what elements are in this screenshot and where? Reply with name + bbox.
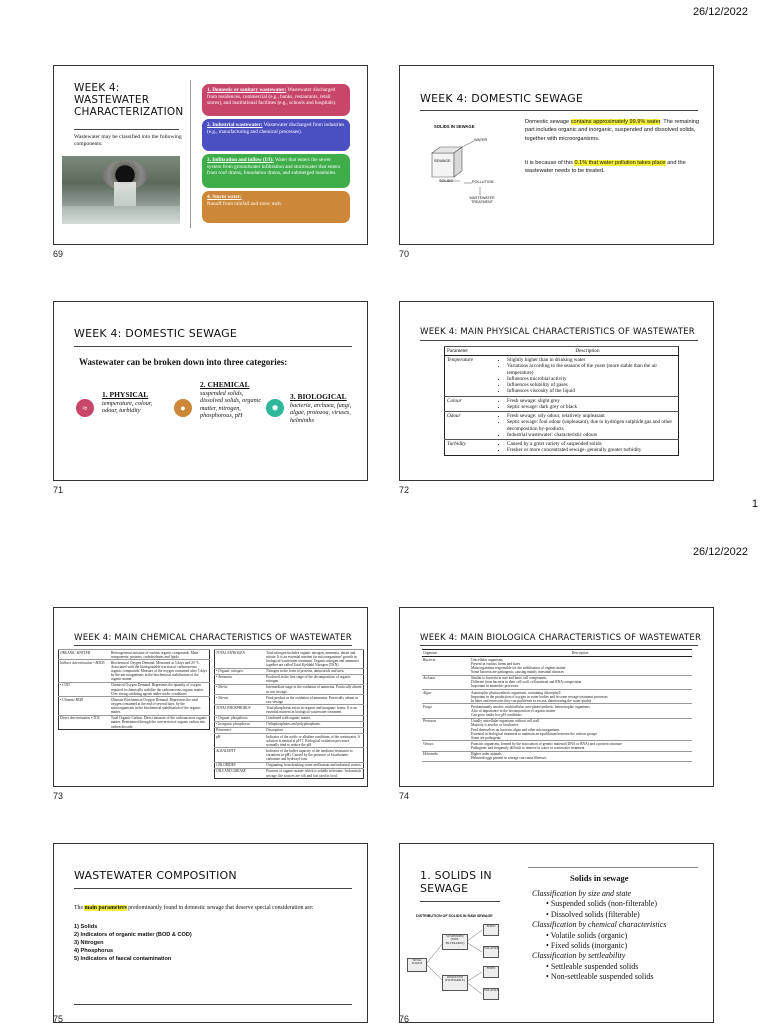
parameter-cell: Direct determination • TOC <box>59 715 110 729</box>
slide-75 <box>53 843 368 1023</box>
slide-73 <box>53 607 368 787</box>
text: and the wastewater needs to be treated. <box>525 160 686 175</box>
node-volatile: VOLATILE <box>483 946 499 958</box>
description-item: • Fresh sewage: slight grey <box>507 398 676 404</box>
bullet-icon: • <box>546 961 551 971</box>
table-header-row <box>422 650 692 657</box>
description-cell <box>468 751 692 761</box>
node-total-solids: TOTAL SOLIDS <box>407 958 427 972</box>
slide-number: 70 <box>399 249 410 259</box>
parameter-cell: Parameter <box>215 727 266 733</box>
box-heading: 2. Industrial wastewater: <box>207 122 263 128</box>
description-item: Usually unicellular organisms without cell wall <box>471 719 540 724</box>
list-item <box>532 962 710 972</box>
category-chemical: 2. CHEMICAL <box>200 380 250 389</box>
parameter-cell: • Ultimate BOD <box>59 697 110 716</box>
bullet-icon: • <box>546 899 551 909</box>
parameter-cell: ALKALINITY <box>215 748 266 762</box>
description-cell <box>497 396 679 411</box>
description-cell: Chemical Oxygen Demand. Represents the quantity of oxygen required to chemically stabilise the carbonaceous organic matter. Uses strong oxidising agents under acidic conditions. <box>110 682 210 696</box>
description-list <box>499 441 676 453</box>
description-item: Unicellular organisms <box>471 657 503 662</box>
description-cell <box>468 718 692 741</box>
description-cell <box>468 741 692 751</box>
list-item-text: Suspended solids (non-filterable) <box>550 899 658 909</box>
slide-title: WEEK 4: MAIN PHYSICAL CHARACTERISTICS OF WASTEWATER <box>420 327 695 337</box>
description-item: Present in various forms and sizes <box>471 661 521 666</box>
description-item: • Fresher or more concentrated sewage: generally greater turbidity <box>507 447 676 453</box>
list-item <box>532 941 710 951</box>
description-cell: Ultimate Biochemical Oxygen Demand. Represents the total oxygen consumed at the end of several days, by the microorganisms in the biochemical stabilisation of the organic matter. <box>110 697 210 716</box>
table-row <box>445 412 679 440</box>
bullet-icon: • <box>546 940 551 950</box>
organism-cell: Archaea <box>422 675 468 689</box>
table-row <box>422 675 692 689</box>
description-cell: Description <box>265 727 363 733</box>
category-biological: 3. BIOLOGICAL <box>290 392 347 401</box>
box-text: Water that enters the sewer system from groundwater infiltration and stormwater that enters from roof drains, foundation drains, and submerged manholes. <box>207 157 340 176</box>
bullet-icon: • <box>546 909 551 919</box>
parameter-cell: • Ammonia <box>215 674 266 684</box>
divider <box>190 80 191 228</box>
description-cell <box>497 412 679 440</box>
intro-text: Wastewater may be classified into the following components: <box>74 134 182 148</box>
description-item: • Septic sewage: dark grey or black <box>507 404 676 410</box>
panel-title: Solids in sewage <box>570 873 629 883</box>
title-line: 1. SOLIDS IN <box>420 869 492 882</box>
table-row <box>215 734 364 748</box>
table-row <box>215 650 364 669</box>
description-item: Majority is aerobic or facultative <box>471 723 519 728</box>
slide-title: WEEK 4: DOMESTIC SEWAGE <box>74 327 237 340</box>
box-heading: 1. Domestic or sanitary wastewater: <box>207 87 287 93</box>
slide-76 <box>399 843 714 1023</box>
slide-number: 71 <box>53 485 64 495</box>
description-cell: Nitrogen in the form of proteins, aminoacids and urea. <box>265 668 363 674</box>
parameter-cell: Odour <box>445 412 498 440</box>
label-treatment: WASTEWATER TREATMENT <box>469 196 495 204</box>
title-rule <box>74 129 179 130</box>
paragraph-water-content <box>525 118 701 143</box>
description-item: Essential in biological treatment to maintain an equilibrium between the various groups <box>471 731 597 736</box>
parameter-cell: • COD <box>59 682 110 696</box>
description-item: Different from bacteria in their cell wall, cell material and RNA composition <box>471 680 582 685</box>
description-item: • Septic sewage: foul odour (unpleasant), due to hydrogen sulphide gas and other decomposition by-products <box>507 419 676 431</box>
parameter-cell: pH <box>215 734 266 748</box>
table-row <box>215 748 364 762</box>
description-cell: Fraction of organic matter which is soluble in hexane. In domestic sewage, the sources are oils and fats used in food. <box>265 768 363 778</box>
highlighted-text: main parameters <box>84 905 127 911</box>
slide-69 <box>53 65 368 245</box>
text: . The remaining part includes organic and inorganic, suspended and dissolved solids, together with microorganisms. <box>525 119 700 142</box>
slide-title: WEEK 4: MAIN BIOLOGICA CHARACTERISTICS OF WASTEWATER <box>420 633 702 643</box>
lead-text: Wastewater can be broken down into three categories: <box>79 357 288 367</box>
description-item: • Fresh sewage: oily odour, relatively unpleasant <box>507 413 676 419</box>
title-rule <box>420 340 698 341</box>
description-list <box>499 357 676 394</box>
column-header-description: Description <box>497 347 679 356</box>
description-item: Similar to bacteria in size and basic cell components <box>471 676 547 681</box>
description-item: Predominantly aerobic, multicellular, non-photosynthetic, heterotrophic organisms <box>471 704 590 709</box>
description-list <box>499 398 676 410</box>
parameter-list <box>74 923 192 964</box>
slide-number: 75 <box>53 1014 64 1024</box>
description-item: Also of importance in the decomposition of organic matter <box>471 709 556 713</box>
description-cell <box>468 657 692 676</box>
list-item-text: Non-settleable suspended solids <box>550 972 654 982</box>
parameter-cell: TOTAL NITROGEN <box>215 650 266 669</box>
table-row <box>422 718 692 741</box>
table-row <box>445 356 679 396</box>
description-cell: Heterogeneous mixture of various organic compounds. Main components: proteins, carbohydrates and lipids. <box>110 650 210 660</box>
title-line: SEWAGE <box>420 882 469 896</box>
slide-title <box>74 82 183 118</box>
bullet-icon: • <box>546 972 551 982</box>
node-fixed: FIXED <box>483 924 499 936</box>
description-item: • Influences microbial activity <box>507 376 676 382</box>
page-date-second: 26/12/2022 <box>692 546 748 558</box>
description-cell: Combined with organic matter. <box>265 715 363 721</box>
title-rule <box>74 888 352 889</box>
description-item: Higher order animals <box>471 752 502 757</box>
description-item: Can grow under low pH conditions <box>471 713 522 718</box>
table-body <box>422 657 692 762</box>
description-item: • Influences solubility of gases <box>507 382 676 388</box>
parameter-cell: ORGANIC MATTER <box>59 650 110 660</box>
list-item-text: Fixed solids (inorganic) <box>550 940 628 950</box>
description-cell: Produced in the first stage of the decomposition of organic nitrogen. <box>265 674 363 684</box>
category-biological-items: bacteria, archaea, fungi, algae, protozoa, viruses, helminths <box>290 402 352 424</box>
parameter-cell: TOTAL PHOSPHORUS <box>215 705 266 715</box>
component-box-industrial <box>202 119 350 151</box>
parameter-cell: Colour <box>445 396 498 411</box>
bottom-rule <box>74 1004 352 1005</box>
parameter-cell: Indirect determination • BOD5 <box>59 660 110 683</box>
page-date-top: 26/12/2022 <box>692 6 748 18</box>
title-line: WEEK 4: <box>74 82 120 94</box>
description-cell: Total phosphorus exists in organic and inorganic forms. It is an essential nutrient in biological wastewater treatment. <box>265 705 363 715</box>
classification-heading: Classification by size and state <box>532 889 632 898</box>
box-heading: 3. Infiltration and inflow (I/I): <box>207 157 274 163</box>
column-header-description: Description <box>468 650 692 657</box>
organic-matter-table <box>58 649 210 730</box>
paragraph-pollution <box>525 159 701 176</box>
table-row <box>59 682 210 696</box>
diagram-title: SOLIDS IN SEWAGE <box>434 124 475 129</box>
organism-cell: Bacteria <box>422 657 468 676</box>
text: The <box>74 905 85 911</box>
parameter-cell: • Organic nitrogen <box>215 668 266 674</box>
description-cell: Originating from drinking water and human and industrial wastes. <box>265 762 363 768</box>
parameter-cell: OILS AND GREASE <box>215 768 266 778</box>
description-item: Feed themselves on bacteria, algae and other microorganisms <box>471 727 560 732</box>
slide-title: WEEK 4: DOMESTIC SEWAGE <box>420 92 583 105</box>
lead-text <box>74 905 364 911</box>
description-item: Important in anaerobic processes <box>471 684 519 689</box>
text: Domestic sewage <box>525 119 571 125</box>
title-rule <box>420 645 698 646</box>
node-fixed: FIXED <box>483 966 499 978</box>
bullet-icon: • <box>546 930 551 940</box>
highlighted-text: 0.1% that water pollution takes place <box>574 160 666 166</box>
slide-71 <box>53 301 368 481</box>
description-list <box>499 413 676 438</box>
title-line: WASTEWATER <box>74 94 150 107</box>
category-chemical-items: suspended solids, dissolved solids, organic matter, nitrogen, phosphorous, pH <box>200 390 262 420</box>
title-rule <box>420 901 500 902</box>
table-row <box>215 684 364 694</box>
list-item <box>532 972 710 982</box>
node-suspended: SUSPENDED (NON-FILTERABLE) <box>442 934 468 950</box>
description-item: Some are pathogenic <box>471 735 502 740</box>
table-row <box>215 695 364 705</box>
column-header-organism: Organism <box>422 650 468 657</box>
diagram-title: DISTRIBUTION OF SOLIDS IN RAW SEWAGE <box>416 914 493 918</box>
physical-characteristics-table <box>444 346 679 456</box>
slide-number: 74 <box>399 791 410 801</box>
title-rule <box>74 346 352 347</box>
description-item: Pathogenic and frequently difficult to remove in water or wastewater treatment <box>471 746 585 750</box>
parameter-cell: Turbidity <box>445 440 498 455</box>
classification-heading: Classification by chemical characteristics <box>532 920 667 930</box>
list-item: 2) Indicators of organic matter (BOD & COD) <box>74 932 192 939</box>
node-volatile: VOLATILE <box>483 988 499 1000</box>
parameter-cell: • Nitrite <box>215 684 266 694</box>
description-item: Some bacteria are pathogenic, causing mainly intestinal diseases <box>471 670 564 674</box>
slide-number: 72 <box>399 485 410 495</box>
slide-74 <box>399 607 714 787</box>
label-pollution: POLLUTION <box>472 180 494 184</box>
list-item: 1) Solids <box>74 924 98 930</box>
physical-icon: ≈ <box>76 399 94 417</box>
table-row <box>215 674 364 684</box>
description-item: Main organisms responsible for the stabilisation of organic matter <box>471 665 566 670</box>
box-text: Wastewater discharged from residences, commercial (e.g., banks, restaurants, retail stores), and institutional facilities (e.g., schools and hospitals). <box>207 87 337 106</box>
list-item: 5) Indicators of faecal contamination <box>74 956 172 963</box>
table-row <box>215 705 364 715</box>
organism-cell: Helminths <box>422 751 468 761</box>
organism-cell: Fungi <box>422 704 468 718</box>
parameter-cell: • Nitrate <box>215 695 266 705</box>
description-cell: Indicator of the acidic or alkaline conditions of the wastewater. A solution is neutral at pH 7. Biological oxidation processes normally tend to reduce the pH. <box>265 734 363 748</box>
title-rule <box>420 110 698 111</box>
description-cell: Total nitrogen includes organic nitrogen, ammonia, nitrite and nitrate. It is an essential nutrient for microorganisms' growth in biological wastewater treatment. Organic nitrogen and ammonia together are called Total Kjeldahl Nitrogen (TKN). <box>265 650 363 669</box>
list-item-text: Settleable suspended solids <box>550 961 639 971</box>
description-item: In lakes and reservoirs they can proliferate in excess, deteriorating the water quality <box>471 698 592 703</box>
description-item: Autotrophic photosynthetic organisms, containing chlorophyll <box>471 690 561 695</box>
biological-icon: ✹ <box>266 399 284 417</box>
slide-72 <box>399 301 714 481</box>
page-number: 1 <box>751 498 758 510</box>
slide-number: 76 <box>399 1014 410 1024</box>
nutrients-and-other-table <box>214 649 364 779</box>
table-row <box>59 697 210 716</box>
text: predominantly found in domestic sewage that deserve special consideration are: <box>126 905 314 911</box>
description-cell <box>468 690 692 704</box>
solids-classification-list <box>532 889 710 983</box>
water <box>62 206 180 224</box>
description-cell: Orthophosphates and polyphosphates. <box>265 721 363 727</box>
table-row <box>422 657 692 676</box>
description-item: Parasitic organisms, formed by the association of genetic material (DNA or RNA) and a protein structure <box>471 741 623 746</box>
description-item: Helminth eggs present in sewage can cause illnesses <box>471 756 547 761</box>
list-item: 4) Phosphorus <box>74 948 114 955</box>
box-text: Wastewater discharged from industries (e.g., manufacturing and chemical processes). <box>207 122 345 135</box>
table-row <box>422 704 692 718</box>
solids-in-sewage-diagram <box>420 121 515 216</box>
table-body <box>445 356 679 455</box>
parameter-cell: • Inorganic phosphorus <box>215 721 266 727</box>
description-cell: Biochemical Oxygen Demand. Measured at 5 days and 20 °C. Associated with the biodegradable fraction of carbonaceous organic compounds. Measure of the oxygen consumed after 5 days by the microorganisms in the biochemical stabilisation of the organic matter. <box>110 660 210 683</box>
organism-cell: Algae <box>422 690 468 704</box>
list-item <box>532 899 710 909</box>
table-row <box>422 690 692 704</box>
description-cell: Intermediate stage in the oxidation of ammonia. Practically absent in raw sewage. <box>265 684 363 694</box>
text: It is because of this <box>525 160 575 166</box>
slide-title <box>420 869 492 895</box>
component-box-domestic <box>202 84 350 116</box>
classification-heading: Classification by settleability <box>532 951 626 961</box>
description-item: • Industrial wastewater: characteristic odours <box>507 432 676 438</box>
table-row <box>445 396 679 411</box>
description-cell <box>468 675 692 689</box>
column-header-parameter: Parameter <box>445 347 498 356</box>
description-cell: Indicator of the buffer capacity of the medium (resistance to variations in pH). Caused by the presence of bicarbonate, carbonate and hydroxyl ions. <box>265 748 363 762</box>
description-cell: Total Organic Carbon. Direct measure of the carbonaceous organic matter. Determined through the conversion of organic carbon into carbon dioxide. <box>110 715 210 729</box>
description-item: • Caused by a great variety of suspended solids <box>507 441 676 447</box>
table-row <box>445 440 679 455</box>
title-rule <box>74 645 352 646</box>
label-sewage: SEWAGE <box>434 159 451 163</box>
highlighted-text: contains approximately 99.9% water <box>570 119 661 125</box>
sewage-pipe-photo <box>62 156 180 224</box>
table-header-row <box>445 347 679 356</box>
table-row <box>59 650 210 660</box>
table-row <box>422 741 692 751</box>
description-cell: Final product in the oxidation of ammonia. Practically absent in raw sewage. <box>265 695 363 705</box>
label-water: WATER <box>474 138 488 142</box>
description-cell <box>497 356 679 396</box>
parameter-cell: CHLORIDES <box>215 762 266 768</box>
description-item: • Variations according to the seasons of the years (more stable than the air temperature) <box>507 363 676 375</box>
category-physical-items: temperature, colour, odour, turbidity <box>102 400 153 415</box>
slide-number: 73 <box>53 791 64 801</box>
table-row <box>215 768 364 778</box>
list-item <box>532 910 710 920</box>
parameter-cell: • Organic phosphorus <box>215 715 266 721</box>
panel-rule <box>528 867 698 868</box>
organism-cell: Viruses <box>422 741 468 751</box>
list-item <box>532 931 710 941</box>
description-cell <box>497 440 679 455</box>
slide-title: WEEK 4: MAIN CHEMICAL CHARACTERISTICS OF WASTEWATER <box>74 633 352 643</box>
description-item: Important in the production of oxygen in water bodies and in some sewage treatment processes <box>471 694 608 699</box>
box-heading: 4. Storm water: <box>207 194 242 200</box>
table-row <box>59 715 210 729</box>
component-box-infiltration <box>202 154 350 188</box>
node-dissolved: DISSOLVED (FILTERABLE) <box>442 975 468 991</box>
title-line: CHARACTERIZATION <box>74 106 184 119</box>
list-item-text: Volatile solids (organic) <box>550 930 628 940</box>
biological-characteristics-table <box>422 649 692 762</box>
slide-number: 69 <box>53 249 64 259</box>
slide-70 <box>399 65 714 245</box>
organism-cell: Protozoa <box>422 718 468 741</box>
slide-title: WASTEWATER COMPOSITION <box>74 869 237 882</box>
table-row <box>59 660 210 683</box>
category-physical: 1. PHYSICAL <box>102 390 149 399</box>
table-row <box>422 751 692 761</box>
component-box-storm <box>202 191 350 223</box>
list-item-text: Dissolved solids (filterable) <box>550 909 640 919</box>
description-cell <box>468 704 692 718</box>
list-item: 3) Nitrogen <box>74 940 104 947</box>
box-text: Runoff from rainfall and snow melt. <box>207 200 283 207</box>
label-solids: SOLIDS <box>439 179 453 183</box>
description-item: • Slightly higher than in drinking water <box>507 357 676 363</box>
description-item: • Influences viscosity of the liquid <box>507 388 676 394</box>
chemical-icon: ● <box>174 399 192 417</box>
parameter-cell: Temperature <box>445 356 498 396</box>
